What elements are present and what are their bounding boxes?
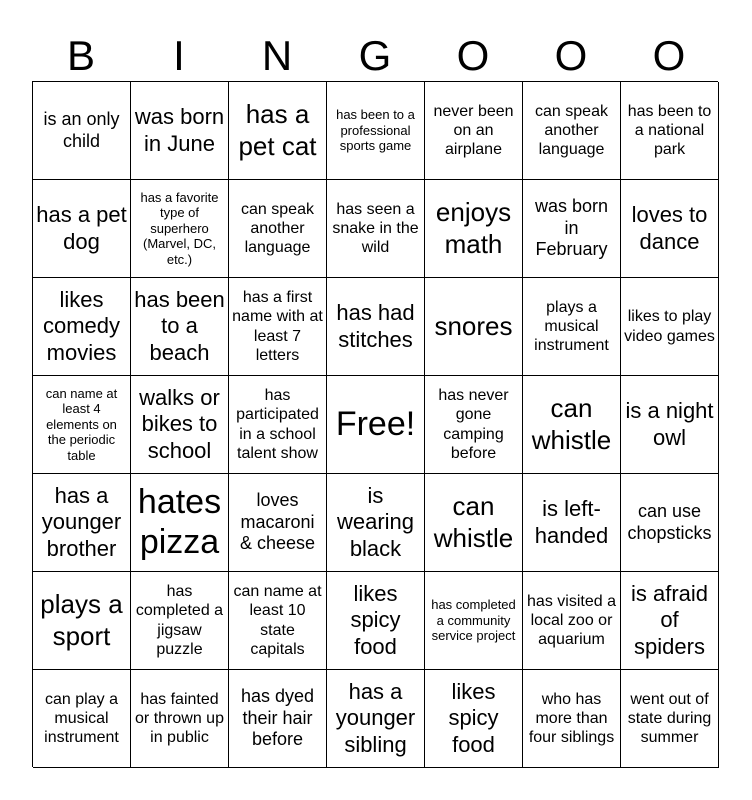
bingo-cell[interactable]: has participated in a school talent show (229, 376, 327, 474)
bingo-cell[interactable]: has never gone camping before (425, 376, 523, 474)
bingo-cell[interactable]: can name at least 4 elements on the periodic table (33, 376, 131, 474)
bingo-cell[interactable]: has had stitches (327, 278, 425, 376)
bingo-cell[interactable]: has a younger sibling (327, 670, 425, 768)
bingo-cell[interactable]: has a favorite type of superhero (Marvel, DC, etc.) (131, 180, 229, 278)
bingo-cell[interactable]: likes comedy movies (33, 278, 131, 376)
bingo-cell[interactable]: has been to a beach (131, 278, 229, 376)
bingo-cell[interactable]: can name at least 10 state capitals (229, 572, 327, 670)
bingo-cell[interactable]: has completed a jigsaw puzzle (131, 572, 229, 670)
bingo-cell[interactable]: plays a sport (33, 572, 131, 670)
bingo-cell[interactable]: likes spicy food (425, 670, 523, 768)
bingo-cell[interactable]: has dyed their hair before (229, 670, 327, 768)
bingo-cell[interactable]: plays a musical instrument (523, 278, 621, 376)
bingo-cell[interactable]: is a night owl (621, 376, 719, 474)
bingo-cell[interactable]: went out of state during summer (621, 670, 719, 768)
bingo-header (32, 30, 718, 82)
header-letter: B (66, 32, 95, 79)
header-letter: O (456, 32, 490, 79)
header-letter: N (261, 32, 293, 79)
bingo-grid (32, 81, 718, 767)
free-space[interactable]: Free! (327, 376, 425, 474)
bingo-cell[interactable]: is left-handed (523, 474, 621, 572)
bingo-cell[interactable]: who has more than four siblings (523, 670, 621, 768)
bingo-cell[interactable]: loves to dance (621, 180, 719, 278)
bingo-cell[interactable]: has completed a community service project (425, 572, 523, 670)
bingo-cell[interactable]: was born in June (131, 82, 229, 180)
bingo-cell[interactable]: can play a musical instrument (33, 670, 131, 768)
bingo-cell[interactable]: loves macaroni & cheese (229, 474, 327, 572)
header-letter: I (173, 32, 185, 79)
bingo-cell[interactable]: has a pet dog (33, 180, 131, 278)
bingo-cell[interactable]: likes to play video games (621, 278, 719, 376)
bingo-cell[interactable]: is wearing black (327, 474, 425, 572)
header-letter: O (652, 32, 686, 79)
bingo-cell[interactable]: snores (425, 278, 523, 376)
bingo-cell[interactable]: has fainted or thrown up in public (131, 670, 229, 768)
bingo-cell[interactable]: enjoys math (425, 180, 523, 278)
bingo-cell[interactable]: has a first name with at least 7 letters (229, 278, 327, 376)
bingo-cell[interactable]: never been on an airplane (425, 82, 523, 180)
bingo-cell[interactable]: is an only child (33, 82, 131, 180)
bingo-cell[interactable]: has been to a professional sports game (327, 82, 425, 180)
bingo-cell[interactable]: was born in February (523, 180, 621, 278)
bingo-cell[interactable]: can whistle (425, 474, 523, 572)
header-letter: G (358, 32, 392, 79)
bingo-cell[interactable]: is afraid of spiders (621, 572, 719, 670)
bingo-cell[interactable]: has visited a local zoo or aquarium (523, 572, 621, 670)
bingo-cell[interactable]: hates pizza (131, 474, 229, 572)
bingo-cell[interactable]: has been to a national park (621, 82, 719, 180)
bingo-cell[interactable]: has a pet cat (229, 82, 327, 180)
bingo-cell[interactable]: has seen a snake in the wild (327, 180, 425, 278)
bingo-cell[interactable]: can whistle (523, 376, 621, 474)
bingo-cell[interactable]: likes spicy food (327, 572, 425, 670)
header-letter: O (554, 32, 588, 79)
bingo-cell[interactable]: can speak another language (229, 180, 327, 278)
bingo-cell[interactable]: can speak another language (523, 82, 621, 180)
bingo-cell[interactable]: walks or bikes to school (131, 376, 229, 474)
bingo-cell[interactable]: has a younger brother (33, 474, 131, 572)
bingo-cell[interactable]: can use chopsticks (621, 474, 719, 572)
